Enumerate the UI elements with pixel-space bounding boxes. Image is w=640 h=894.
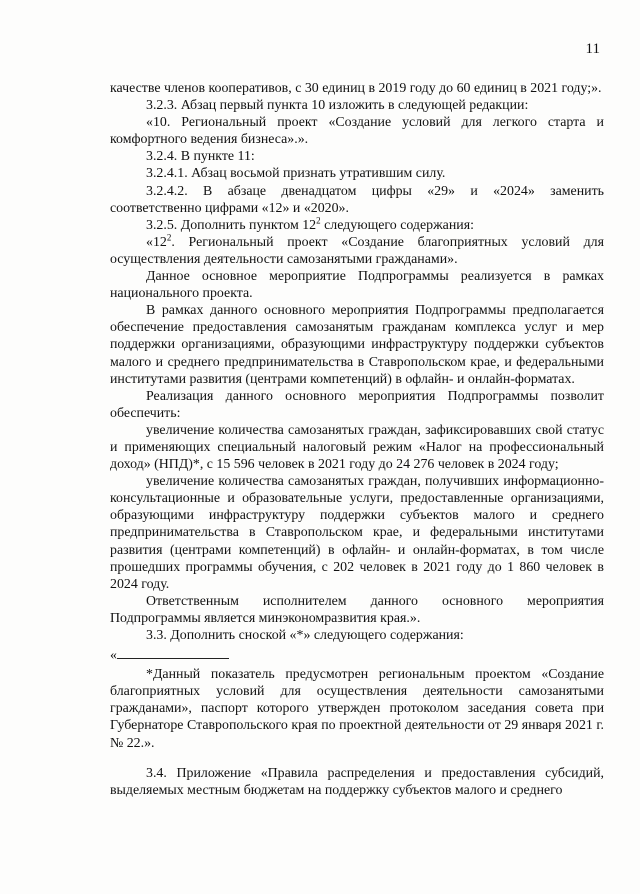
document-body: [110, 80, 604, 799]
paragraph-3-2-5-tail: следующего содержания:: [320, 217, 474, 233]
superscript: 2: [316, 215, 321, 226]
paragraph-3-4: 3.4. Приложение «Правила распределения и предоставления субсидий, выделяемых местным бюджетам на поддержку субъектов малого и среднего: [110, 765, 604, 798]
paragraph-3-2-5-text: 3.2.5. Дополнить пунктом 12: [146, 217, 317, 233]
paragraph-3-2-3: 3.2.3. Абзац первый пункта 10 изложить в следующей редакции:: [146, 98, 529, 114]
paragraph-3-2-5: [110, 217, 604, 234]
paragraph-item-12-2-text: . Региональный проект «Создание благоприятных условий для осуществления деятельности самозанятыми гражданами».: [110, 234, 604, 267]
paragraph-indicator-1: увеличение количества самозанятых граждан, зафиксировавших свой статус и применяющих специальный налоговый режим «Налог на профессиональный доход» (НПД)*, с 15 596 человек в 2021 году до 24 276 человек в 2024 году;: [110, 422, 604, 473]
page-number: 11: [585, 41, 600, 57]
paragraph-3-2-4: 3.2.4. В пункте 11:: [146, 149, 255, 165]
footnote-open-quote: «: [110, 648, 117, 664]
paragraph-indicator-2: увеличение количества самозанятых граждан, получивших информационно-консультационные и образовательные услуги, предоставленные организациями, образующими инфраструктуру поддержки субъектов малого и среднего предпринимательства в Ставропольском крае, и федеральными институтами развития (центрами компетенций) в офлайн- и онлайн-форматах, в том числе прошедших программы обучения, с 202 человек в 2021 году до 1 860 человек в 2024 году.: [110, 474, 604, 592]
paragraph-3-2-4-2: 3.2.4.2. В абзаце двенадцатом цифры «29» и «2024» заменить соответственно цифрами «12» и «2020».: [110, 183, 604, 216]
paragraph-3-3: 3.3. Дополнить сноской «*» следующего содержания:: [146, 628, 464, 643]
paragraph-continuation: качестве членов кооперативов, с 30 единиц в 2019 году до 60 единиц в 2021 году;».: [110, 81, 602, 96]
paragraph-3-2-4-1: 3.2.4.1. Абзац восьмой признать утратившим силу.: [146, 166, 446, 182]
superscript: 2: [166, 232, 172, 243]
paragraph-item-12-2: [110, 234, 604, 268]
paragraph-responsible: Ответственным исполнителем данного основного мероприятия Подпрограммы является минэкономразвития края.».: [110, 593, 604, 626]
paragraph-item-12-2-prefix: «12: [146, 234, 167, 250]
footnote-rule: [117, 648, 229, 659]
footnote-text: *Данный показатель предусмотрен региональным проектом «Создание благоприятных условий для осуществления деятельности самозанятыми гражданами», паспорт которого утвержден протоколом заседания совета при Губернаторе Ставропольского края по проектной деятельности от 29 января 2021 г. № 22.».: [110, 667, 604, 751]
paragraph-item-10: «10. Региональный проект «Создание условий для легкого старта и комфортного ведения бизнеса».».: [110, 115, 604, 148]
footnote-separator: [110, 647, 604, 664]
paragraph-national-project: Данное основное мероприятие Подпрограммы реализуется в рамках национального проекта.: [110, 269, 604, 302]
paragraph-implementation: Реализация данного основного мероприятия Подпрограммы позволит обеспечить:: [110, 388, 604, 421]
paragraph-scope: В рамках данного основного мероприятия Подпрограммы предполагается обеспечение предоставления самозанятым гражданам комплекса услуг и мер поддержки организациями, образующими инфраструктуру поддержки субъектов малого и среднего предпринимательства в Ставропольском крае, и федеральными институтами развития (центрами компетенций) в офлайн- и онлайн-форматах.: [110, 303, 604, 387]
